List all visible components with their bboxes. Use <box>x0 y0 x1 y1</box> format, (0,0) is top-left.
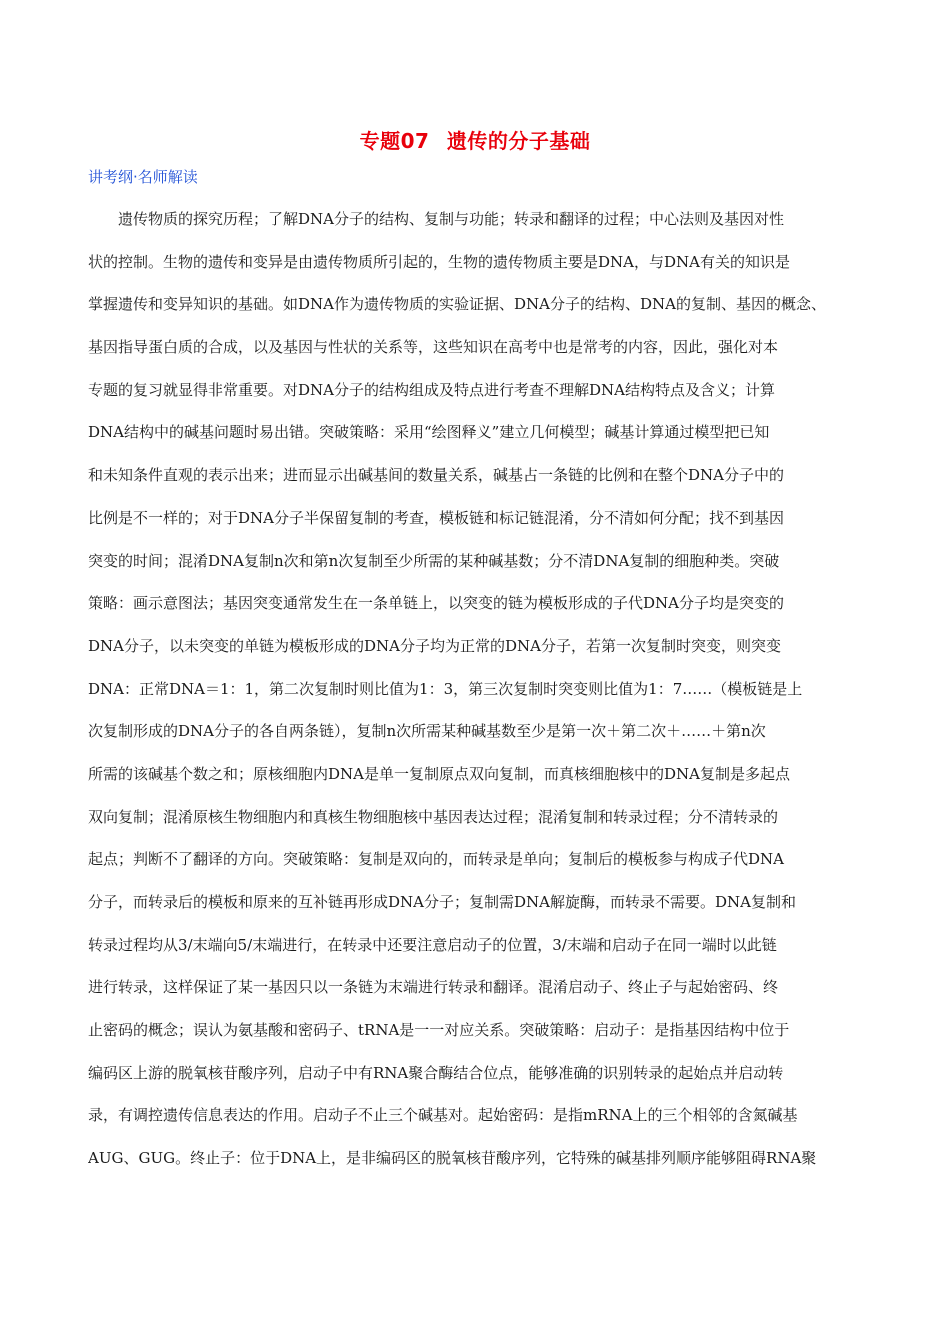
paragraph-line: 所需的该碱基个数之和；原核细胞内DNA是单一复制原点双向复制，而真核细胞核中的DNA复制是多起点 <box>88 764 790 783</box>
paragraph-line: AUG、GUG。终止子：位于DNA上，是非编码区的脱氧核苷酸序列，它特殊的碱基排列顺序能够阻碍RNA聚 <box>88 1149 817 1168</box>
paragraph-line: 和未知条件直观的表示出来；进而显示出碱基间的数量关系，碱基占一条链的比例和在整个DNA分子中的 <box>88 466 784 485</box>
paragraph-line: 分子，而转录后的模板和原来的互补链再形成DNA分子；复制需DNA解旋酶，而转录不需要。DNA复制和 <box>88 893 796 911</box>
paragraph-line: 比例是不一样的；对于DNA分子半保留复制的考查，模板链和标记链混淆，分不清如何分配；找不到基因 <box>88 508 784 527</box>
section-label: 讲考纲·名师解读 <box>88 168 198 186</box>
paragraph-line: 掌握遗传和变异知识的基础。如DNA作为遗传物质的实验证据、DNA分子的结构、DNA的复制、基因的概念、 <box>88 295 826 314</box>
paragraph-line: DNA：正常DNA＝1：1，第二次复制时则比值为1：3，第三次复制时突变则比值为1：7……（模板链是上 <box>88 679 803 698</box>
paragraph-line: 突变的时间；混淆DNA复制n次和第n次复制至少所需的某种碱基数；分不清DNA复制的细胞种类。突破 <box>88 551 780 570</box>
paragraph-line: DNA分子，以未突变的单链为模板形成的DNA分子均为正常的DNA分子，若第一次复制时突变，则突变 <box>88 636 781 655</box>
paragraph-line: 专题的复习就显得非常重要。对DNA分子的结构组成及特点进行考查不理解DNA结构特点及含义；计算 <box>88 380 775 399</box>
paragraph-line: DNA结构中的碱基问题时易出错。突破策略：采用“绘图释义”建立几何模型；碱基计算通过模型把已知 <box>88 423 770 442</box>
paragraph-line: 起点；判断不了翻译的方向。突破策略：复制是双向的，而转录是单向；复制后的模板参与构成子代DNA <box>88 850 784 869</box>
paragraph-line: 次复制形成的DNA分子的各自两条链），复制n次所需某种碱基数至少是第一次＋第二次＋……＋第n次 <box>88 722 766 741</box>
paragraph-line: 双向复制；混淆原核生物细胞内和真核生物细胞核中基因表达过程；混淆复制和转录过程；分不清转录的 <box>88 807 779 826</box>
paragraph-line: 策略：画示意图法；基因突变通常发生在一条单链上，以突变的链为模板形成的子代DNA分子均是突变的 <box>88 594 784 613</box>
paragraph-line: 状的控制。生物的遗传和变异是由遗传物质所引起的，生物的遗传物质主要是DNA，与DNA有关的知识是 <box>88 252 790 271</box>
body-paragraph <box>88 198 868 1180</box>
paragraph-line: 编码区上游的脱氧核苷酸序列，启动子中有RNA聚合酶结合位点，能够准确的识别转录的起始点并启动转 <box>88 1063 784 1082</box>
paragraph-line: 录，有调控遗传信息表达的作用。启动子不止三个碱基对。起始密码：是指mRNA上的三个相邻的含氮碱基 <box>88 1106 798 1125</box>
paragraph-line: 转录过程均从3/末端向5/末端进行，在转录中还要注意启动子的位置，3/末端和启动子在同一端时以此链 <box>88 935 777 954</box>
paragraph-line: 基因指导蛋白质的合成，以及基因与性状的关系等，这些知识在高考中也是常考的内容，因此，强化对本 <box>88 338 779 357</box>
paragraph-line: 遗传物质的探究历程；了解DNA分子的结构、复制与功能；转录和翻译的过程；中心法则及基因对性 <box>118 210 784 228</box>
paragraph-line: 止密码的概念；误认为氨基酸和密码子、tRNA是一一对应关系。突破策略：启动子：是指基因结构中位于 <box>88 1021 790 1040</box>
document-title: 专题07 遗传的分子基础 <box>359 129 591 153</box>
paragraph-line: 进行转录，这样保证了某一基因只以一条链为末端进行转录和翻译。混淆启动子、终止子与起始密码、终 <box>88 978 779 997</box>
